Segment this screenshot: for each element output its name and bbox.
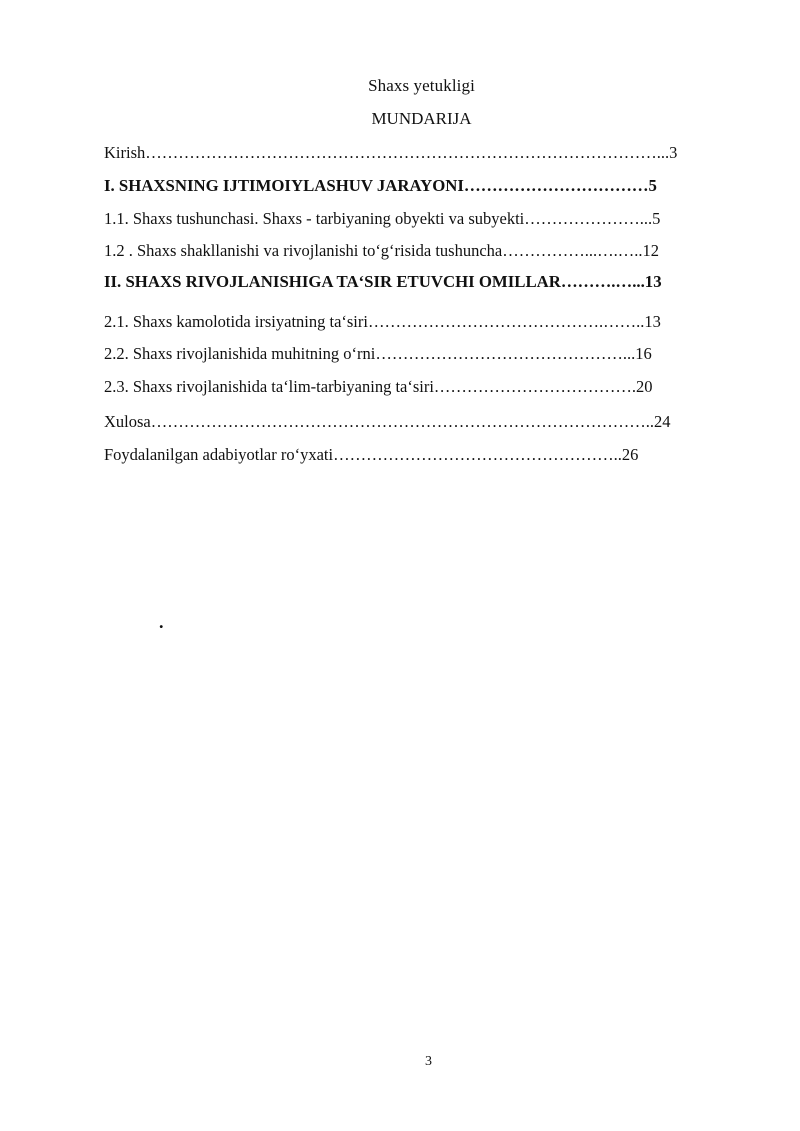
toc-entry-chapter-1: I. SHAXSNING IJTIMOIYLASHUV JARAYONI……………………………5 bbox=[104, 176, 657, 195]
toc-entry-1-2: 1.2 . Shaxs shakllanishi va rivojlanishi to‘g‘risida tushuncha……………...….…..12 bbox=[104, 241, 659, 260]
stray-mark: . bbox=[159, 612, 164, 632]
toc-entry-intro: Kirish…………………………………………………………………………………...3 bbox=[104, 143, 678, 162]
toc-heading: MUNDARIJA bbox=[371, 109, 472, 128]
toc-entry-2-3: 2.3. Shaxs rivojlanishida ta‘lim-tarbiyaning ta‘siri……………………………….20 bbox=[104, 377, 653, 396]
toc-entry-2-2: 2.2. Shaxs rivojlanishida muhitning o‘rni………………………………………...16 bbox=[104, 344, 652, 363]
toc-entry-references: Foydalanilgan adabiyotlar ro‘yxati……………………………………………..26 bbox=[104, 445, 639, 464]
toc-entry-1-1: 1.1. Shaxs tushunchasi. Shaxs - tarbiyaning obyekti va subyekti…………………...5 bbox=[104, 209, 661, 228]
page-number: 3 bbox=[425, 1054, 432, 1069]
toc-entry-conclusion: Xulosa………………………………………………………………………………..24 bbox=[104, 412, 671, 431]
document-title: Shaxs yetukligi bbox=[368, 76, 475, 95]
toc-entry-2-1: 2.1. Shaxs kamolotida irsiyatning ta‘siri…………………………………….……..13 bbox=[104, 312, 661, 331]
toc-entry-chapter-2: II. SHAXS RIVOJLANISHIGA TA‘SIR ETUVCHI OMILLAR……….…...13 bbox=[104, 272, 662, 291]
